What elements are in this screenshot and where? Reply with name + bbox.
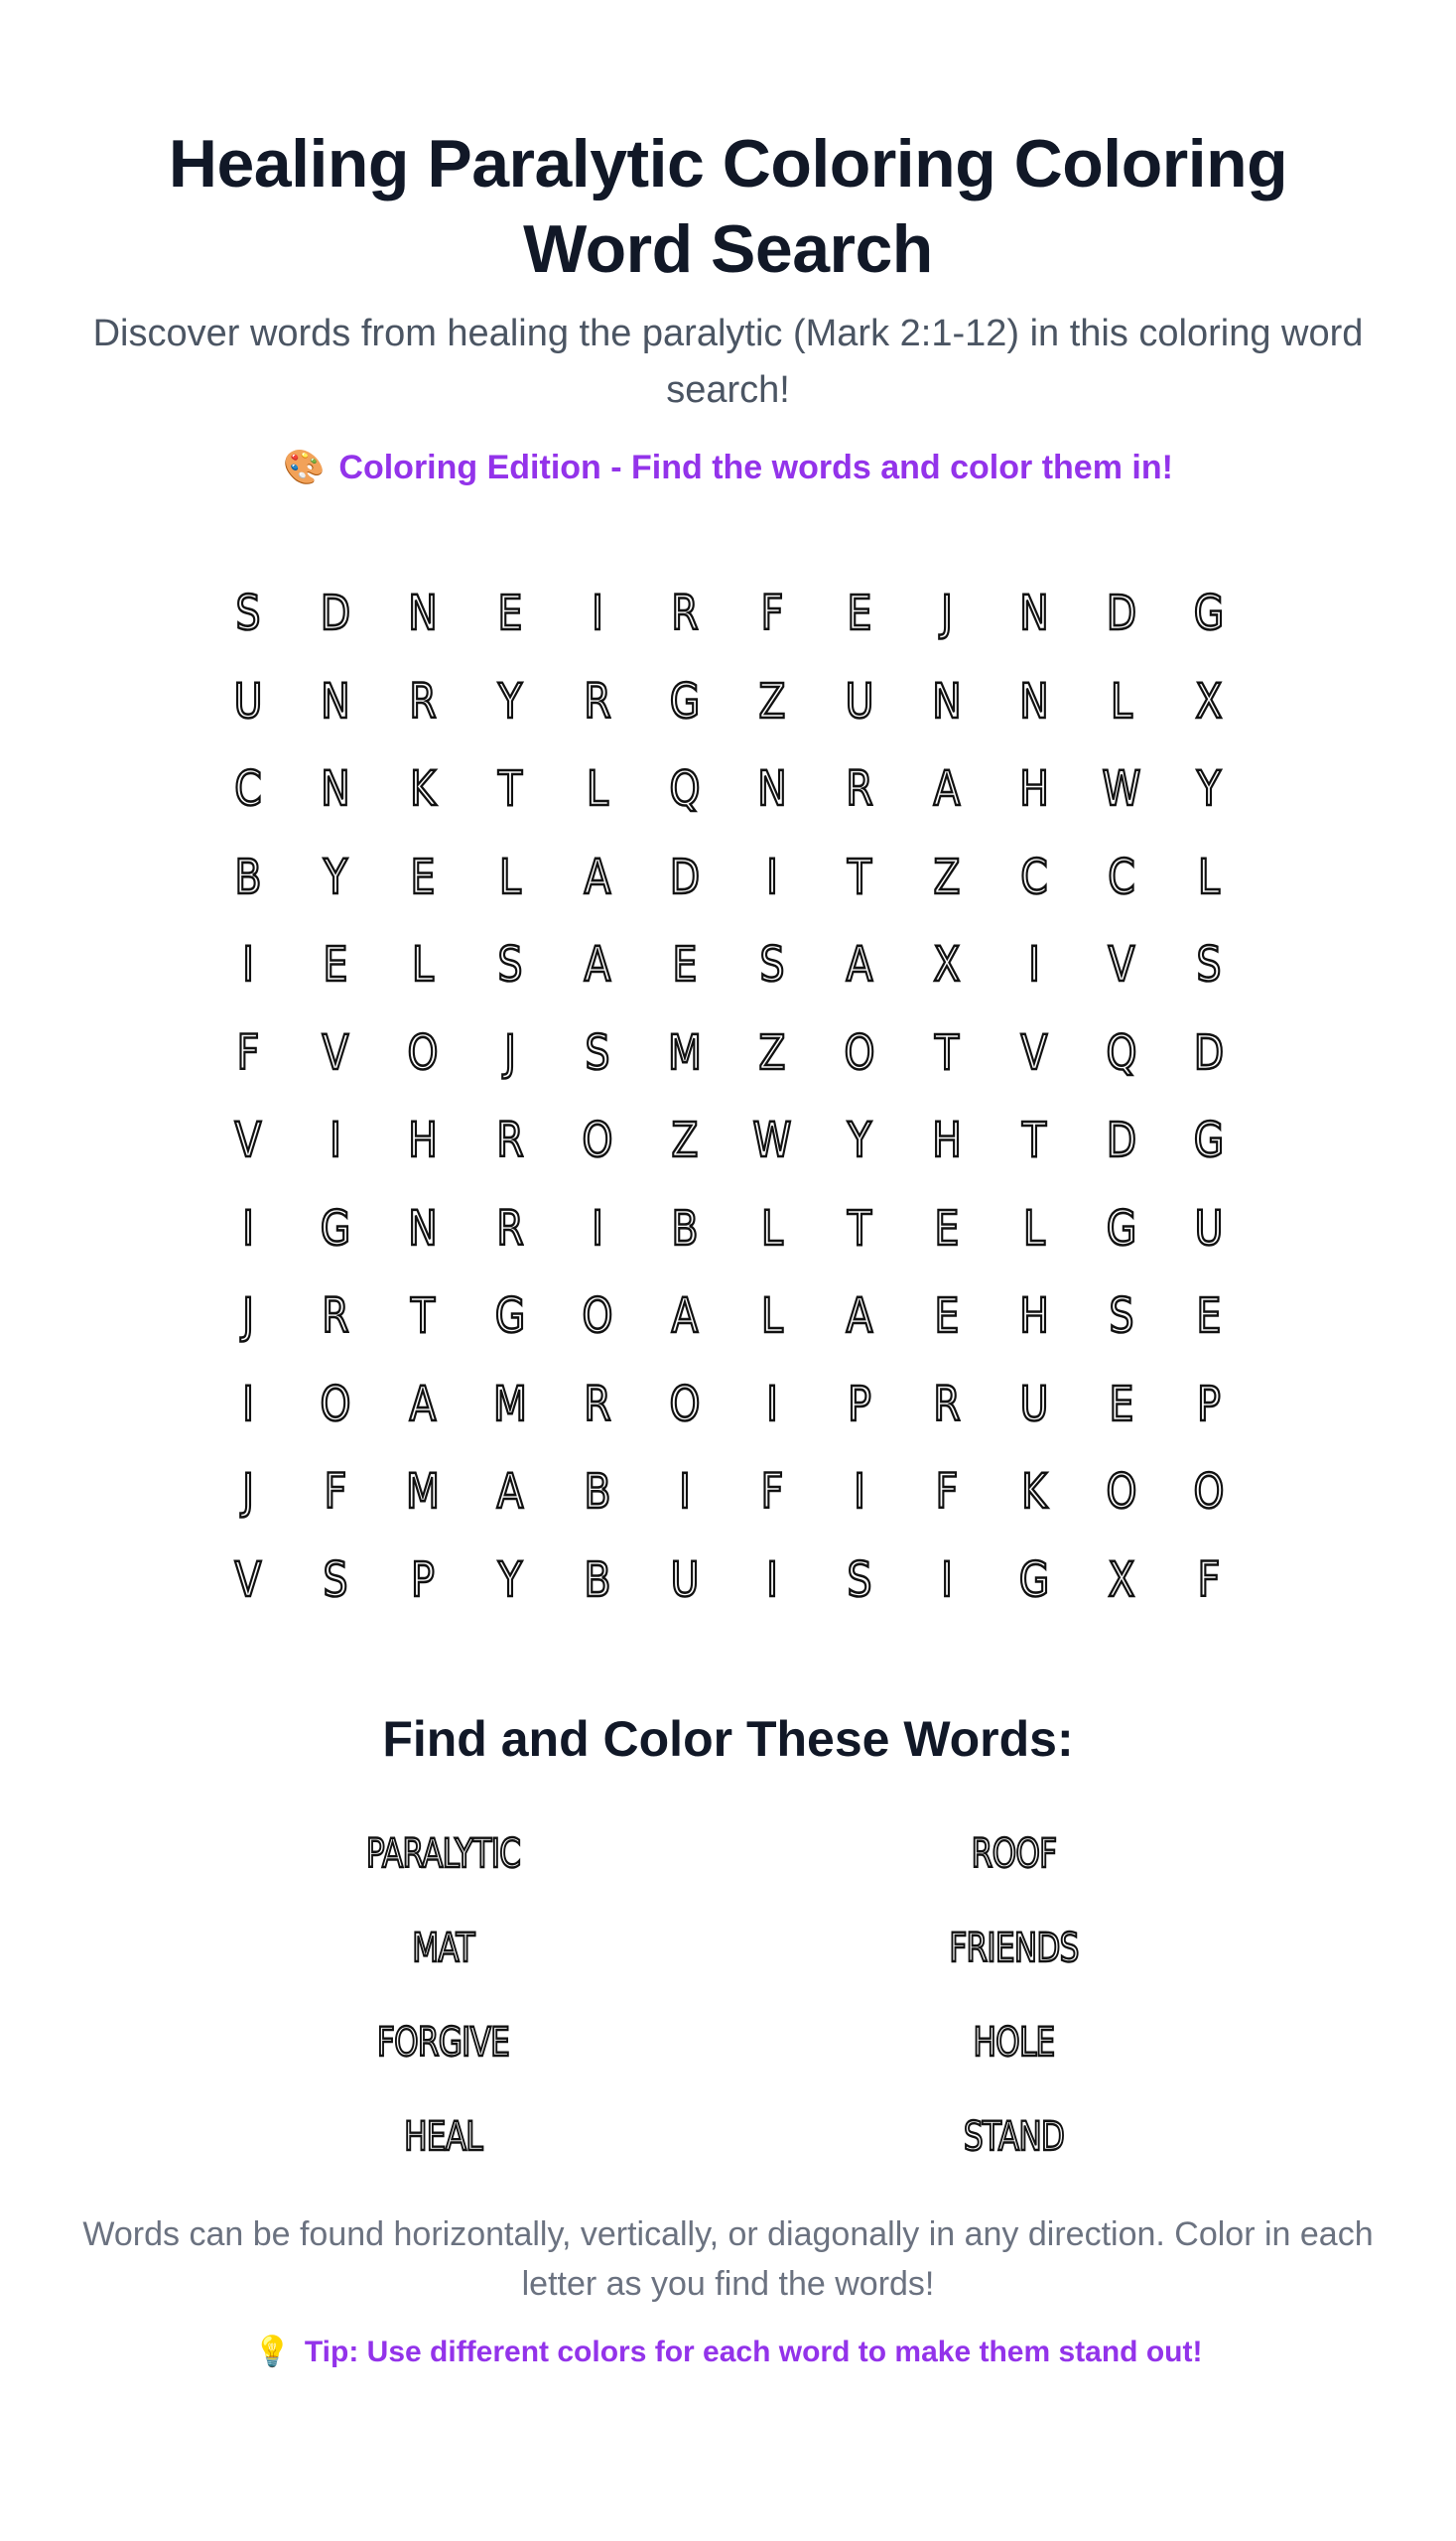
grid-cell[interactable]: D [1106,586,1136,642]
grid-cell[interactable]: U [670,1551,699,1608]
grid-cell[interactable]: Y [497,1551,522,1608]
grid-cell[interactable]: Z [933,849,960,905]
grid-cell[interactable]: H [407,1113,438,1169]
grid-cell[interactable]: K [409,761,436,818]
grid-cell[interactable]: S [847,1551,871,1608]
grid-cell[interactable]: O [582,1113,612,1169]
grid-cell[interactable]: A [846,937,872,994]
tip-text: Tip: Use different colors for each word to make them stand out! [304,2336,1203,2368]
grid-cell[interactable]: E [934,1288,959,1345]
grid-cell[interactable]: X [1195,673,1222,730]
grid-cell[interactable]: Y [323,849,347,905]
grid-cell[interactable]: E [1109,1376,1133,1432]
grid-cell[interactable]: I [853,1464,865,1521]
grid-cell[interactable]: I [765,1376,778,1432]
grid-cell[interactable]: V [1020,1024,1047,1081]
word-item: FRIENDS [948,1925,1079,1971]
grid-cell[interactable]: H [1018,1288,1049,1345]
word-item: HEAL [403,2113,482,2160]
grid-cell[interactable]: H [931,1113,962,1169]
grid-cell[interactable]: L [586,761,608,818]
grid-cell[interactable]: O [582,1288,612,1345]
grid-cell[interactable]: P [1196,1376,1221,1432]
grid-cell[interactable]: N [931,673,962,730]
grid-cell[interactable]: X [933,937,960,994]
grid-cell[interactable]: Y [1196,761,1221,818]
grid-cell[interactable]: L [760,1288,783,1345]
grid-cell[interactable]: V [234,1113,261,1169]
grid-cell[interactable]: S [1109,1288,1133,1345]
grid-cell[interactable]: Q [1106,1024,1136,1081]
grid-cell[interactable]: E [672,937,697,994]
grid-cell[interactable]: F [324,1464,346,1521]
grid-cell[interactable]: D [669,849,700,905]
grid-cell[interactable]: I [765,849,778,905]
grid-cell[interactable]: S [323,1551,347,1608]
lightbulb-icon: 💡 [253,2336,291,2368]
grid-cell[interactable]: S [1196,937,1221,994]
word-item: PARALYTIC [365,1830,520,1877]
grid-cell[interactable]: P [847,1376,871,1432]
edition-banner [0,445,1456,490]
grid-cell[interactable]: A [584,937,610,994]
grid-cell[interactable]: V [1108,937,1134,994]
grid-cell[interactable]: L [1197,849,1220,905]
grid-cell[interactable]: G [1106,1200,1136,1257]
grid-cell[interactable]: J [503,1024,516,1081]
tip-banner [0,2331,1456,2374]
grid-cell[interactable]: X [1108,1551,1134,1608]
grid-cell[interactable]: M [492,1376,527,1432]
grid-cell[interactable]: C [1107,849,1135,905]
word-list-title: Find and Color These Words: [382,1711,1074,1767]
grid-cell[interactable]: N [1018,673,1049,730]
grid-cell[interactable]: O [844,1024,874,1081]
grid-cell[interactable]: R [583,1376,611,1432]
grid-cell[interactable]: L [1110,673,1132,730]
grid-cell[interactable]: L [411,937,434,994]
grid-cell[interactable]: A [496,1464,523,1521]
grid-cell[interactable]: T [497,761,522,818]
grid-cell[interactable]: I [329,1113,341,1169]
grid-cell[interactable]: R [495,1200,524,1257]
grid-cell[interactable]: E [934,1200,959,1257]
grid-cell[interactable]: R [845,761,873,818]
instructions-text: Words can be found horizontally, vertically, or diagonally in any direction. Color in each letter as you find the words! [82,2215,1374,2303]
grid-cell[interactable]: F [760,1464,783,1521]
grid-cell[interactable]: A [671,1288,698,1345]
grid-cell[interactable]: O [1106,1464,1136,1521]
grid-cell[interactable]: I [591,1200,603,1257]
grid-cell[interactable]: E [410,849,435,905]
grid-cell[interactable]: Z [758,673,785,730]
grid-cell[interactable]: N [320,761,350,818]
grid-cell[interactable]: F [935,1464,958,1521]
word-item: ROOF [971,1830,1056,1877]
grid-cell[interactable]: C [1019,849,1048,905]
grid-cell[interactable]: R [495,1113,524,1169]
grid-cell[interactable]: G [494,1288,525,1345]
grid-cell[interactable]: O [320,1376,350,1432]
grid-cell[interactable]: M [667,1024,702,1081]
grid-cell[interactable]: V [322,1024,348,1081]
grid-cell[interactable]: K [1020,1464,1047,1521]
grid-cell[interactable]: G [669,673,700,730]
grid-cell[interactable]: R [321,1288,349,1345]
grid-cell[interactable]: G [320,1200,350,1257]
grid-cell[interactable]: T [934,1024,959,1081]
grid-cell[interactable]: E [323,937,347,994]
grid-cell[interactable]: T [1021,1113,1046,1169]
grid-cell[interactable]: U [1019,1376,1048,1432]
grid-cell[interactable]: I [940,1551,953,1608]
grid-cell[interactable]: I [591,586,603,642]
grid-cell[interactable]: N [407,586,438,642]
grid-cell[interactable]: N [320,673,350,730]
grid-cell[interactable]: Q [669,761,700,818]
grid-cell[interactable]: S [759,937,784,994]
page-subtitle: Discover words from healing the paralytic (Mark 2:1-12) in this coloring word search! [92,313,1364,411]
grid-cell[interactable]: I [765,1551,778,1608]
grid-cell[interactable]: M [405,1464,440,1521]
grid-cell[interactable]: Y [847,1113,871,1169]
grid-cell[interactable]: R [408,673,437,730]
grid-cell[interactable]: L [760,1200,783,1257]
grid-cell[interactable]: L [498,849,521,905]
grid-cell[interactable]: J [940,586,953,642]
palette-icon: 🎨 [283,449,326,486]
grid-cell[interactable]: D [1193,1024,1224,1081]
grid-cell[interactable]: W [1102,761,1140,818]
grid-cell[interactable]: T [847,849,871,905]
grid-cell[interactable]: U [233,673,262,730]
grid-cell[interactable]: U [1194,1200,1223,1257]
grid-cell[interactable]: B [583,1464,611,1521]
word-item: HOLE [973,2019,1054,2066]
letter-grid [204,570,1253,1624]
grid-cell[interactable]: J [241,1288,254,1345]
grid-cell[interactable]: S [497,937,522,994]
grid-cell[interactable]: N [1018,586,1049,642]
word-item: MAT [411,1925,474,1971]
grid-cell[interactable]: N [756,761,787,818]
word-item: FORGIVE [376,2019,509,2066]
grid-cell[interactable]: E [1196,1288,1221,1345]
grid-cell[interactable]: U [845,673,873,730]
grid-cell[interactable]: C [233,761,262,818]
grid-cell[interactable]: I [241,1376,254,1432]
grid-cell[interactable]: I [1027,937,1040,994]
grid-cell[interactable]: J [241,1464,254,1521]
grid-cell[interactable]: A [409,1376,436,1432]
grid-cell[interactable]: B [670,1200,699,1257]
grid-cell[interactable]: P [410,1551,435,1608]
grid-cell[interactable]: B [583,1551,611,1608]
page-title: Healing Paralytic Coloring Coloring Word Search [168,126,1288,287]
grid-cell[interactable]: I [241,937,254,994]
grid-cell[interactable]: S [585,1024,609,1081]
word-item: STAND [963,2113,1064,2160]
grid-cell[interactable]: D [1106,1113,1136,1169]
grid-cell[interactable]: F [760,586,783,642]
grid-cell[interactable]: E [497,586,522,642]
grid-cell[interactable]: S [235,586,260,642]
grid-cell[interactable]: R [932,1376,961,1432]
grid-cell[interactable]: Z [758,1024,785,1081]
word-list [158,1806,1299,2184]
grid-cell[interactable]: A [846,1288,872,1345]
grid-cell[interactable]: A [933,761,960,818]
grid-cell[interactable]: O [1193,1464,1224,1521]
grid-cell[interactable]: H [1018,761,1049,818]
grid-cell[interactable]: B [233,849,262,905]
grid-cell[interactable]: E [847,586,871,642]
grid-cell[interactable]: D [320,586,350,642]
grid-cell[interactable]: G [1193,586,1224,642]
grid-cell[interactable]: N [407,1200,438,1257]
grid-cell[interactable]: O [407,1024,438,1081]
edition-label: Coloring Edition - Find the words and color them in! [338,449,1173,486]
grid-cell[interactable]: W [752,1113,791,1169]
grid-cell[interactable]: G [1193,1113,1224,1169]
grid-cell[interactable]: I [241,1200,254,1257]
grid-cell[interactable]: R [670,586,699,642]
grid-cell[interactable]: T [410,1288,435,1345]
grid-cell[interactable]: G [1018,1551,1049,1608]
grid-cell[interactable]: Y [497,673,522,730]
grid-cell[interactable]: O [669,1376,700,1432]
grid-cell[interactable]: T [847,1200,871,1257]
grid-cell[interactable]: A [584,849,610,905]
grid-cell[interactable]: L [1022,1200,1045,1257]
grid-cell[interactable]: R [583,673,611,730]
grid-cell[interactable]: Z [671,1113,698,1169]
grid-cell[interactable]: F [236,1024,259,1081]
grid-cell[interactable]: F [1197,1551,1220,1608]
grid-cell[interactable]: I [678,1464,691,1521]
grid-cell[interactable]: V [234,1551,261,1608]
